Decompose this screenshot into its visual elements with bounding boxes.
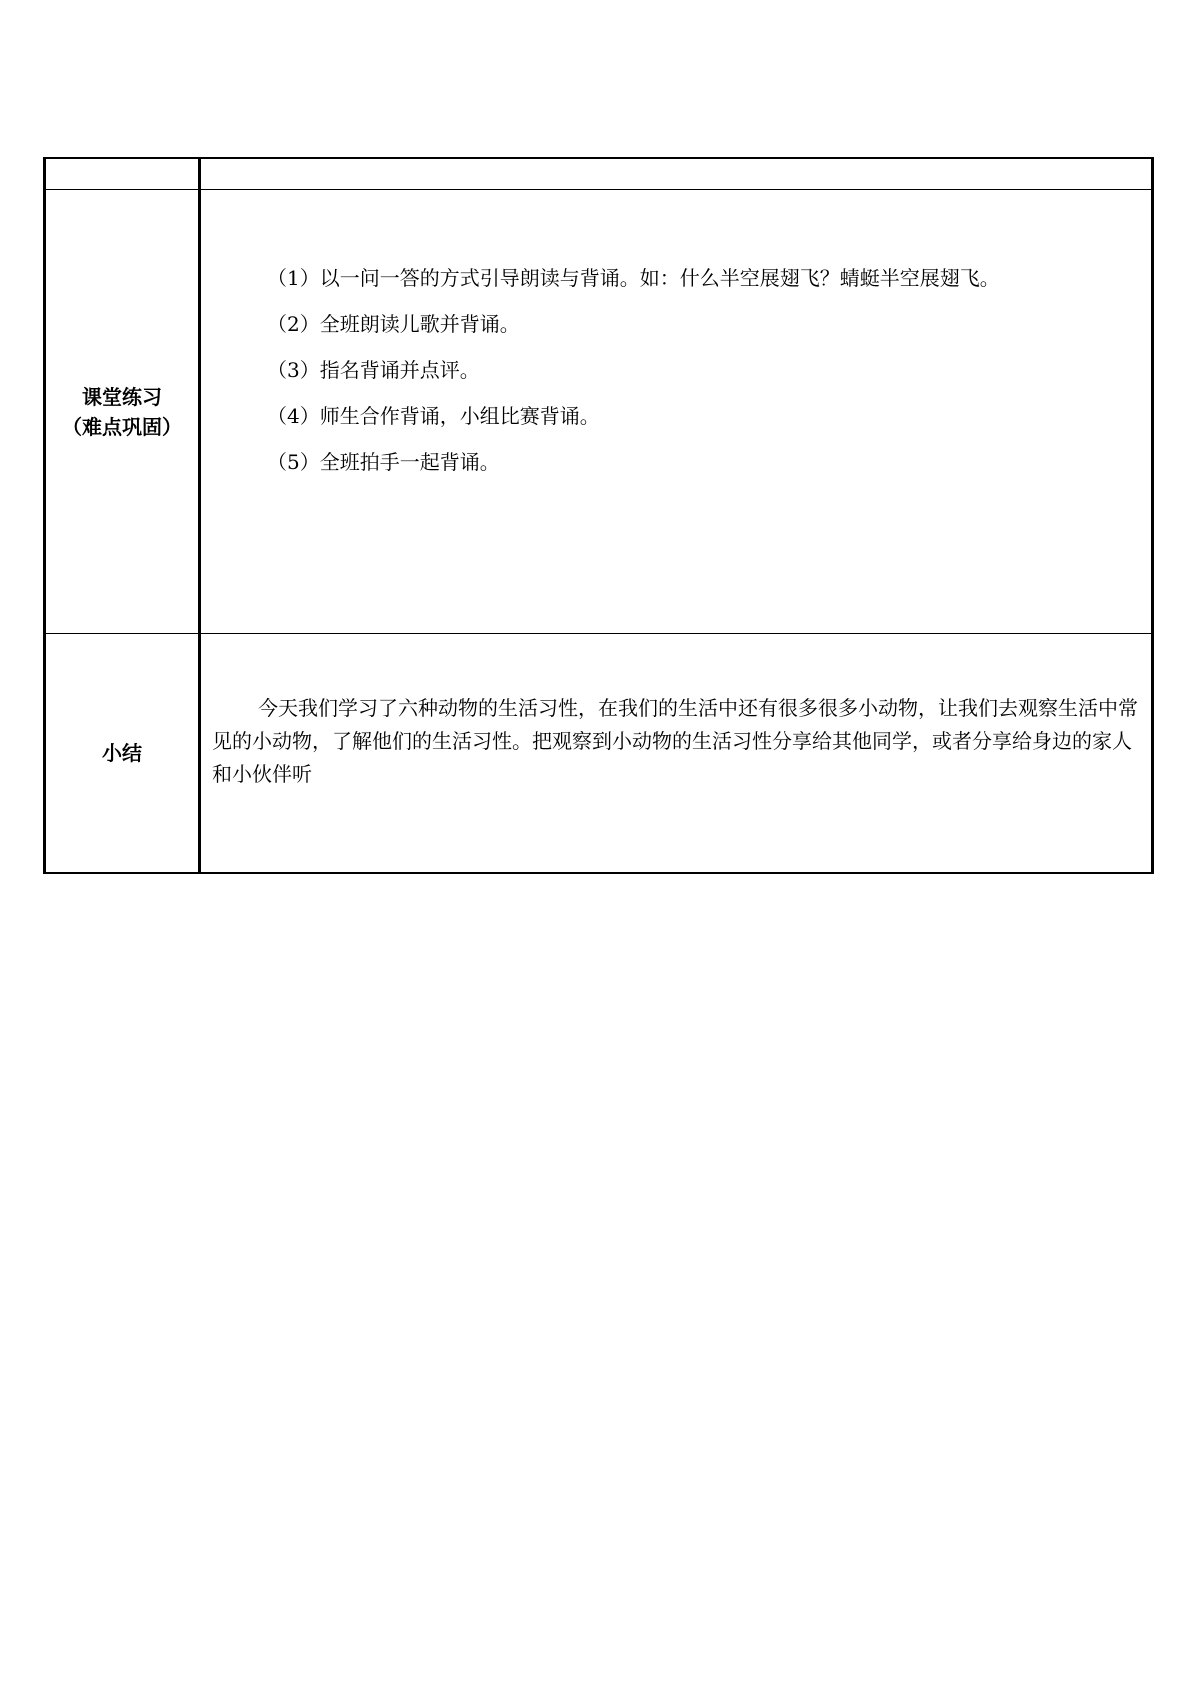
practice-label-subtitle: （难点巩固） <box>62 414 182 439</box>
practice-item-2: （2）全班朗读儿歌并背诵。 <box>267 311 520 336</box>
lesson-plan-table <box>43 157 1154 874</box>
practice-row <box>45 190 1153 634</box>
summary-content-cell <box>200 634 1153 874</box>
table-header-row <box>45 158 1153 190</box>
practice-item-3: （3）指名背诵并点评。 <box>267 357 480 382</box>
summary-paragraph: 今天我们学习了六种动物的生活习性，在我们的生活中还有很多很多小动物，让我们去观察生活中常见的小动物，了解他们的生活习性。把观察到小动物的生活习性分享给其他同学，或者分享给身边的家人和小伙伴听 <box>212 695 1138 786</box>
practice-item-1: （1）以一问一答的方式引导朗读与背诵。如：什么半空展翅飞？蜻蜓半空展翅飞。 <box>267 265 1000 290</box>
header-content-cell <box>200 158 1153 190</box>
practice-list <box>201 255 1151 485</box>
practice-content-cell <box>200 190 1153 634</box>
practice-item-4: （4）师生合作背诵，小组比赛背诵。 <box>267 403 600 428</box>
summary-label-cell: 小结 <box>45 634 200 874</box>
header-label-cell <box>45 158 200 190</box>
practice-label-title: 课堂练习 <box>82 384 162 409</box>
practice-item-5: （5）全班拍手一起背诵。 <box>267 449 500 474</box>
summary-row <box>45 634 1153 874</box>
practice-label-cell <box>45 190 200 634</box>
